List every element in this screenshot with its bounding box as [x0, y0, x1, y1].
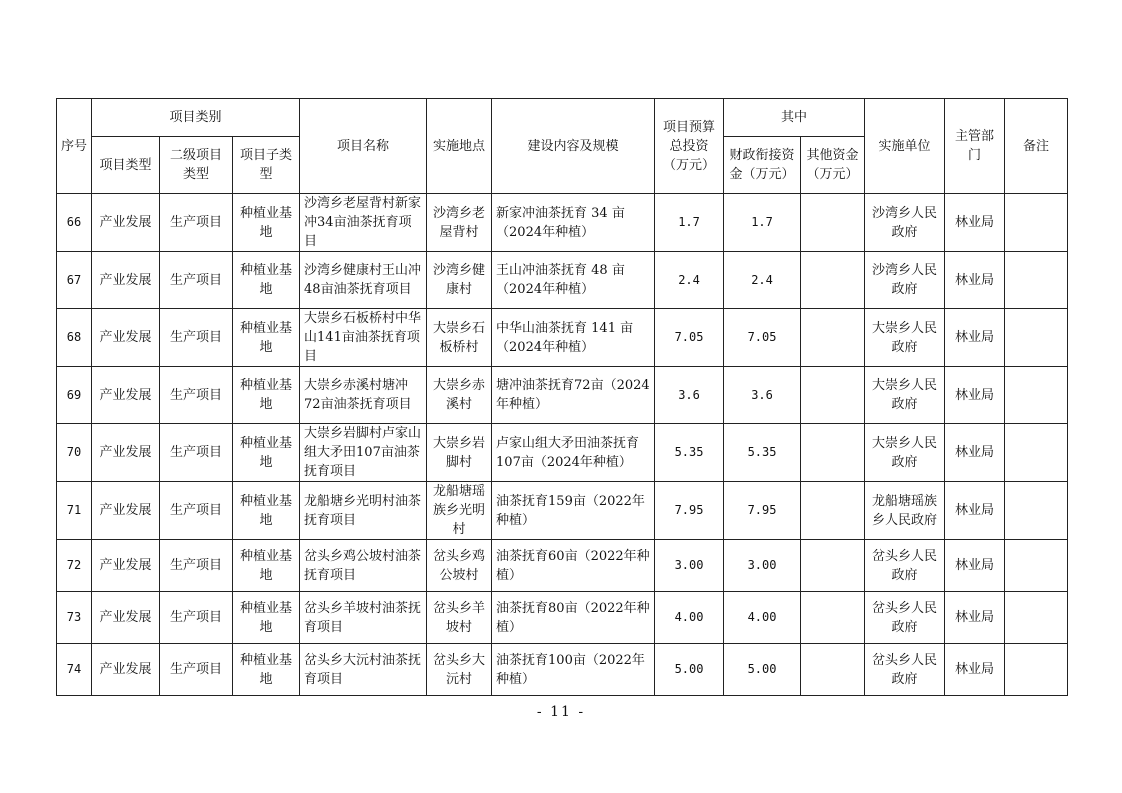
cell-seq: 73	[57, 592, 92, 644]
header-other-funds: 其他资金（万元）	[801, 137, 865, 194]
cell-fiscal-funds: 4.00	[724, 592, 801, 644]
cell-remark	[1005, 194, 1068, 252]
cell-seq: 70	[57, 424, 92, 482]
cell-other-funds	[801, 644, 865, 696]
cell-dept: 林业局	[945, 482, 1005, 540]
cell-project-name: 大崇乡赤溪村塘冲72亩油茶抚育项目	[300, 367, 427, 424]
cell-project-name: 大崇乡岩脚村卢家山组大矛田107亩油茶抚育项目	[300, 424, 427, 482]
cell-project-name: 沙湾乡健康村王山冲48亩油茶抚育项目	[300, 252, 427, 309]
cell-seq: 68	[57, 309, 92, 367]
cell-other-funds	[801, 309, 865, 367]
cell-fiscal-funds: 7.95	[724, 482, 801, 540]
cell-impl-unit: 岔头乡人民政府	[865, 644, 945, 696]
cell-remark	[1005, 592, 1068, 644]
cell-other-funds	[801, 482, 865, 540]
cell-dept: 林业局	[945, 540, 1005, 592]
cell-content-scale: 新家冲油茶抚育 34 亩（2024年种植）	[492, 194, 655, 252]
cell-impl-unit: 龙船塘瑶族乡人民政府	[865, 482, 945, 540]
header-secondary-type: 二级项目类型	[160, 137, 233, 194]
cell-content-scale: 卢家山组大矛田油茶抚育107亩（2024年种植）	[492, 424, 655, 482]
cell-impl-unit: 大崇乡人民政府	[865, 309, 945, 367]
cell-budget: 4.00	[655, 592, 724, 644]
cell-project-name: 岔头乡羊坡村油茶抚育项目	[300, 592, 427, 644]
cell-location: 大崇乡石板桥村	[427, 309, 492, 367]
cell-project-type: 产业发展	[92, 592, 160, 644]
cell-fiscal-funds: 3.00	[724, 540, 801, 592]
cell-project-type: 产业发展	[92, 367, 160, 424]
header-category-group: 项目类别	[92, 99, 300, 137]
cell-sub-type: 种植业基地	[233, 367, 300, 424]
cell-location: 沙湾乡老屋背村	[427, 194, 492, 252]
table-row	[57, 482, 1068, 540]
header-remark: 备注	[1005, 99, 1068, 194]
cell-project-type: 产业发展	[92, 644, 160, 696]
cell-dept: 林业局	[945, 424, 1005, 482]
cell-impl-unit: 大崇乡人民政府	[865, 367, 945, 424]
cell-secondary-type: 生产项目	[160, 540, 233, 592]
cell-budget: 3.6	[655, 367, 724, 424]
cell-sub-type: 种植业基地	[233, 252, 300, 309]
cell-dept: 林业局	[945, 367, 1005, 424]
cell-location: 大崇乡赤溪村	[427, 367, 492, 424]
cell-content-scale: 中华山油茶抚育 141 亩（2024年种植）	[492, 309, 655, 367]
cell-project-type: 产业发展	[92, 424, 160, 482]
cell-secondary-type: 生产项目	[160, 309, 233, 367]
cell-content-scale: 油茶抚育100亩（2022年种植）	[492, 644, 655, 696]
header-dept: 主管部门	[945, 99, 1005, 194]
table-row	[57, 644, 1068, 696]
cell-dept: 林业局	[945, 644, 1005, 696]
cell-secondary-type: 生产项目	[160, 644, 233, 696]
cell-location: 岔头乡羊坡村	[427, 592, 492, 644]
cell-other-funds	[801, 367, 865, 424]
cell-budget: 2.4	[655, 252, 724, 309]
cell-other-funds	[801, 252, 865, 309]
cell-impl-unit: 岔头乡人民政府	[865, 540, 945, 592]
project-table	[56, 98, 1068, 696]
cell-budget: 1.7	[655, 194, 724, 252]
cell-project-type: 产业发展	[92, 540, 160, 592]
cell-secondary-type: 生产项目	[160, 592, 233, 644]
cell-other-funds	[801, 424, 865, 482]
cell-budget: 3.00	[655, 540, 724, 592]
cell-project-name: 岔头乡大沅村油茶抚育项目	[300, 644, 427, 696]
cell-sub-type: 种植业基地	[233, 309, 300, 367]
header-among: 其中	[724, 99, 865, 137]
table-row	[57, 424, 1068, 482]
table-row	[57, 309, 1068, 367]
cell-location: 龙船塘瑶族乡光明村	[427, 482, 492, 540]
cell-project-type: 产业发展	[92, 482, 160, 540]
header-content-scale: 建设内容及规模	[492, 99, 655, 194]
cell-content-scale: 油茶抚育60亩（2022年种植）	[492, 540, 655, 592]
header-sub-type: 项目子类型	[233, 137, 300, 194]
cell-secondary-type: 生产项目	[160, 194, 233, 252]
cell-secondary-type: 生产项目	[160, 252, 233, 309]
header-budget: 项目预算总投资（万元）	[655, 99, 724, 194]
cell-project-type: 产业发展	[92, 252, 160, 309]
table-body	[57, 194, 1068, 696]
cell-fiscal-funds: 3.6	[724, 367, 801, 424]
cell-remark	[1005, 252, 1068, 309]
cell-seq: 72	[57, 540, 92, 592]
cell-sub-type: 种植业基地	[233, 540, 300, 592]
cell-dept: 林业局	[945, 309, 1005, 367]
cell-remark	[1005, 482, 1068, 540]
cell-fiscal-funds: 7.05	[724, 309, 801, 367]
cell-sub-type: 种植业基地	[233, 482, 300, 540]
cell-fiscal-funds: 2.4	[724, 252, 801, 309]
cell-fiscal-funds: 5.00	[724, 644, 801, 696]
cell-impl-unit: 沙湾乡人民政府	[865, 194, 945, 252]
cell-project-type: 产业发展	[92, 309, 160, 367]
cell-project-name: 大崇乡石板桥村中华山141亩油茶抚育项目	[300, 309, 427, 367]
header-seq: 序号	[57, 99, 92, 194]
cell-budget: 7.05	[655, 309, 724, 367]
cell-dept: 林业局	[945, 592, 1005, 644]
cell-dept: 林业局	[945, 252, 1005, 309]
cell-impl-unit: 沙湾乡人民政府	[865, 252, 945, 309]
cell-remark	[1005, 540, 1068, 592]
cell-seq: 66	[57, 194, 92, 252]
cell-remark	[1005, 644, 1068, 696]
header-project-type: 项目类型	[92, 137, 160, 194]
header-location: 实施地点	[427, 99, 492, 194]
cell-sub-type: 种植业基地	[233, 592, 300, 644]
cell-project-name: 沙湾乡老屋背村新家冲34亩油茶抚育项目	[300, 194, 427, 252]
cell-impl-unit: 大崇乡人民政府	[865, 424, 945, 482]
cell-remark	[1005, 309, 1068, 367]
cell-location: 岔头乡大沅村	[427, 644, 492, 696]
cell-content-scale: 王山冲油茶抚育 48 亩（2024年种植）	[492, 252, 655, 309]
table-row	[57, 540, 1068, 592]
cell-impl-unit: 岔头乡人民政府	[865, 592, 945, 644]
cell-content-scale: 塘冲油茶抚育72亩（2024年种植）	[492, 367, 655, 424]
cell-sub-type: 种植业基地	[233, 644, 300, 696]
table-row	[57, 252, 1068, 309]
table-row	[57, 194, 1068, 252]
header-project-name: 项目名称	[300, 99, 427, 194]
table-row	[57, 367, 1068, 424]
cell-sub-type: 种植业基地	[233, 194, 300, 252]
cell-sub-type: 种植业基地	[233, 424, 300, 482]
cell-project-name: 岔头乡鸡公坡村油茶抚育项目	[300, 540, 427, 592]
page-number: - 11 -	[536, 704, 586, 720]
cell-project-type: 产业发展	[92, 194, 160, 252]
cell-location: 大崇乡岩脚村	[427, 424, 492, 482]
cell-secondary-type: 生产项目	[160, 482, 233, 540]
cell-dept: 林业局	[945, 194, 1005, 252]
cell-seq: 67	[57, 252, 92, 309]
cell-project-name: 龙船塘乡光明村油茶抚育项目	[300, 482, 427, 540]
cell-secondary-type: 生产项目	[160, 424, 233, 482]
cell-content-scale: 油茶抚育80亩（2022年种植）	[492, 592, 655, 644]
cell-seq: 74	[57, 644, 92, 696]
cell-other-funds	[801, 592, 865, 644]
cell-budget: 7.95	[655, 482, 724, 540]
cell-secondary-type: 生产项目	[160, 367, 233, 424]
cell-fiscal-funds: 5.35	[724, 424, 801, 482]
cell-budget: 5.35	[655, 424, 724, 482]
cell-location: 沙湾乡健康村	[427, 252, 492, 309]
cell-other-funds	[801, 540, 865, 592]
header-impl-unit: 实施单位	[865, 99, 945, 194]
table-row	[57, 592, 1068, 644]
cell-seq: 69	[57, 367, 92, 424]
cell-location: 岔头乡鸡公坡村	[427, 540, 492, 592]
cell-remark	[1005, 367, 1068, 424]
cell-content-scale: 油茶抚育159亩（2022年种植）	[492, 482, 655, 540]
header-fiscal-funds: 财政衔接资金（万元）	[724, 137, 801, 194]
cell-fiscal-funds: 1.7	[724, 194, 801, 252]
cell-seq: 71	[57, 482, 92, 540]
cell-other-funds	[801, 194, 865, 252]
cell-budget: 5.00	[655, 644, 724, 696]
cell-remark	[1005, 424, 1068, 482]
